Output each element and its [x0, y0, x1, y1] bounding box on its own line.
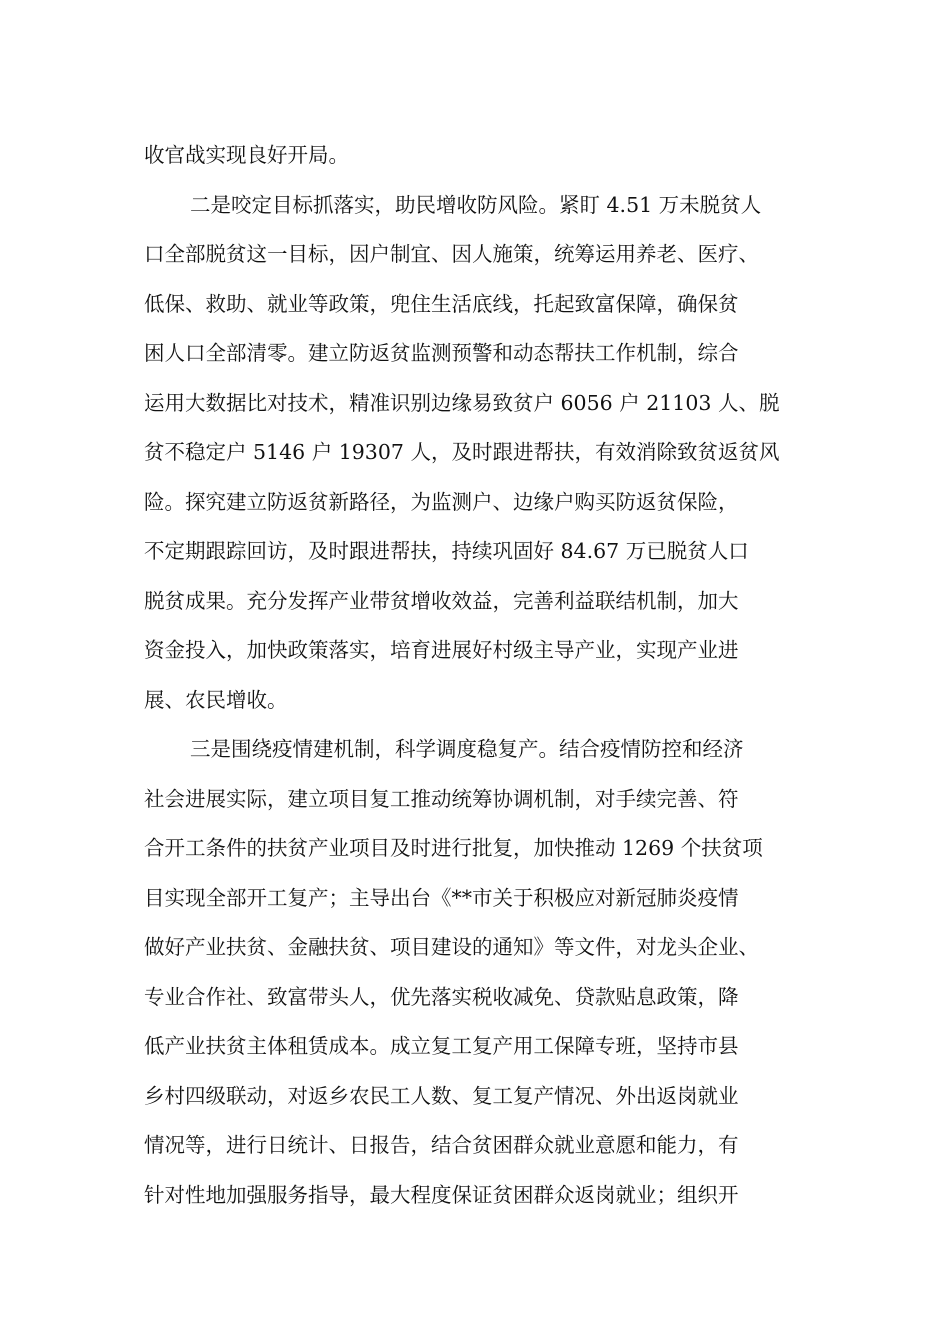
text-line: 专业合作社、致富带头人，优先落实税收减免、贷款贴息政策，降: [144, 984, 739, 1009]
text-line: 目实现全部开工复产；主导出台《**市关于积极应对新冠肺炎疫情: [144, 885, 739, 910]
text-line: 脱贫成果。充分发挥产业带贫增收效益，完善利益联结机制，加大: [144, 588, 739, 613]
text-line: 展、农民增收。: [144, 687, 288, 712]
text-line: 运用大数据比对技术，精准识别边缘易致贫户 6056 户 21103 人、脱: [144, 390, 780, 415]
text-line: 口全部脱贫这一目标，因户制宜、因人施策，统筹运用养老、医疗、: [144, 242, 759, 266]
text-line: 资金投入，加快政策落实，培育进展好村级主导产业，实现产业进: [144, 638, 739, 662]
text-line: 乡村四级联动，对返乡农民工人数、复工复产情况、外出返岗就业: [144, 1083, 739, 1108]
paragraph-start-line: 二是咬定目标抓落实，助民增收防风险。紧盯 4.51 万未脱贫人: [190, 192, 762, 217]
paragraph-start-line: 三是围绕疫情建机制，科学调度稳复产。结合疫情防控和经济: [190, 737, 744, 761]
text-line: 低产业扶贫主体租赁成本。成立复工复产用工保障专班，坚持市县: [144, 1034, 739, 1058]
document-body: [144, 131, 834, 1220]
text-line: 收官战实现良好开局。: [144, 143, 349, 167]
text-line: 合开工条件的扶贫产业项目及时进行批复，加快推动 1269 个扶贫项: [144, 836, 763, 860]
text-line: 社会进展实际，建立项目复工推动统筹协调机制，对手续完善、符: [144, 786, 739, 811]
text-line: 险。探究建立防返贫新路径，为监测户、边缘户购买防返贫保险，: [144, 489, 739, 514]
text-line: 贫不稳定户 5146 户 19307 人，及时跟进帮扶，有效消除致贫返贫风: [144, 440, 780, 464]
text-line: 不定期跟踪回访，及时跟进帮扶，持续巩固好 84.67 万已脱贫人口: [144, 539, 749, 563]
text-line: 情况等，进行日统计、日报告，结合贫困群众就业意愿和能力，有: [144, 1133, 739, 1157]
text-line: 做好产业扶贫、金融扶贫、项目建设的通知》等文件，对龙头企业、: [144, 935, 759, 959]
text-line: 针对性地加强服务指导，最大程度保证贫困群众返岗就业；组织开: [144, 1182, 739, 1207]
text-line: 低保、救助、就业等政策，兜住生活底线，托起致富保障，确保贫: [144, 291, 739, 316]
text-line: 困人口全部清零。建立防返贫监测预警和动态帮扶工作机制，综合: [144, 341, 739, 365]
